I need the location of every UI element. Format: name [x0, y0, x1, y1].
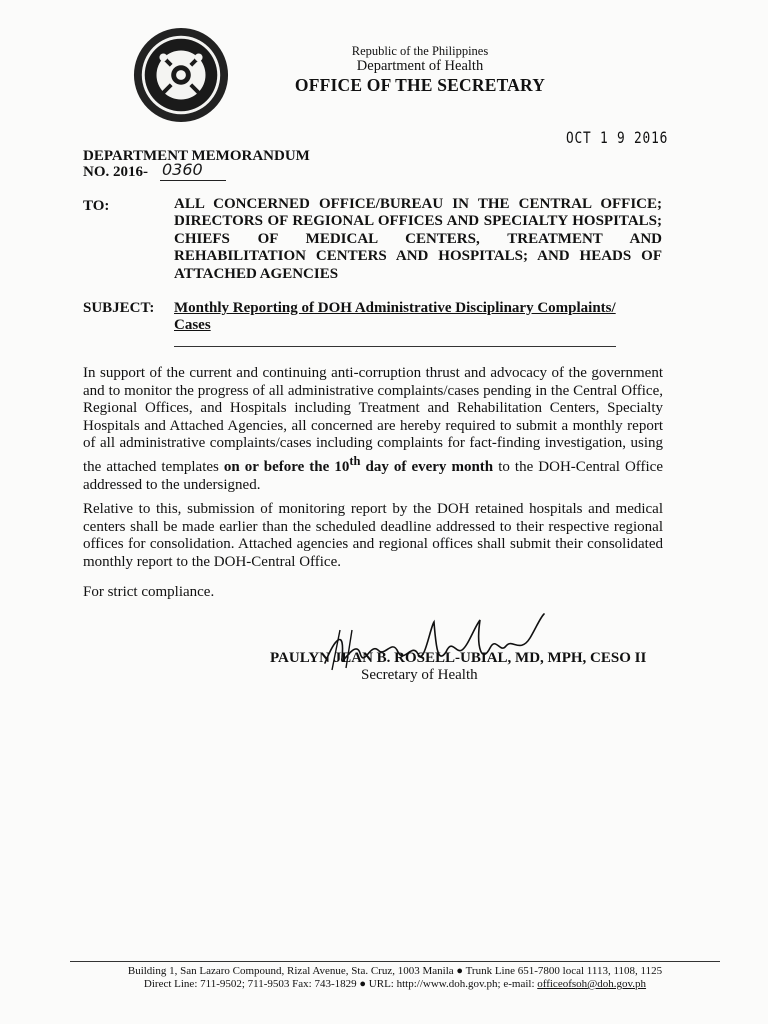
memo-number-handwritten: 0360	[162, 160, 203, 179]
to-recipients: ALL CONCERNED OFFICE/BUREAU IN THE CENTRAL OFFICE; DIRECTORS OF REGIONAL OFFICES AND SPECIALTY HOSPITALS; CHIEFS OF MEDICAL CENTERS, TREATMENT AND REHABILITATION CENTERS AND HOSPITALS; AND HEADS OF ATTACHED AGENCIES	[174, 196, 662, 282]
p1-deadline-sup: th	[349, 453, 361, 468]
letterhead-republic: Republic of the Philippines	[351, 44, 489, 58]
footer-email-link[interactable]: officeofsoh@doh.gov.ph	[537, 978, 647, 990]
body-paragraph-2: Relative to this, submission of monitoring report by the DOH retained hospitals and medical centers shall be made earlier than the scheduled deadline addressed to their respective regional offices for consolidation. Attached agencies and regional offices shall submit their consolidated monthly report to the DOH-Central Office.	[83, 501, 663, 570]
p1-deadline-pre: on or before the 10	[223, 458, 350, 475]
p1-text-c: to the DOH-Central Office addressed to the undersigned.	[83, 458, 664, 493]
memo-number-underline	[160, 180, 226, 181]
doh-seal-icon	[132, 26, 230, 124]
subject-text: Monthly Reporting of DOH Administrative Disciplinary Complaints/ Cases	[174, 300, 616, 333]
memo-number-prefix: NO. 2016-	[83, 164, 148, 180]
letterhead-department: Department of Health	[356, 58, 484, 74]
signatory-title: Secretary of Health	[361, 667, 478, 683]
footer-contact-text: Direct Line: 711-9502; 711-9503 Fax: 743-1829 ● URL: http://www.doh.gov.ph; e-mail:	[143, 978, 538, 990]
memo-title: DEPARTMENT MEMORANDUM	[83, 148, 310, 164]
p1-text-a: In support of the current and continuing anti-corruption thrust and advocacy of the government and to monitor the progress of all administrative complaints/cases pending in the Central Office, Regional Offices, and Hospitals including Treatment and Rehabilitation Centers, Specialty Hospitals and Attached Agencies, all concerned are hereby required to submit a monthly report of all administrative complaints/cases including complaints for fact-finding investigation, using the attached templates	[83, 365, 663, 475]
subject-label: SUBJECT:	[83, 300, 155, 316]
footer-address: Building 1, San Lazaro Compound, Rizal Avenue, Sta. Cruz, 1003 Manila ● Trunk Line 651-7800 local 1113, 1108, 1125	[127, 965, 663, 977]
letterhead-office: OFFICE OF THE SECRETARY	[294, 75, 546, 95]
p1-deadline-post: day of every month	[360, 458, 494, 475]
footer-contact	[70, 978, 720, 990]
to-label: TO:	[83, 198, 110, 214]
date-stamp: OCT 1 9 2016	[566, 128, 669, 147]
signatory-name: PAULYN JEAN B. ROSELL-UBIAL, MD, MPH, CESO II	[270, 650, 647, 666]
p1-deadline	[223, 453, 494, 475]
body-paragraph-1	[83, 365, 663, 494]
subject-divider	[174, 346, 616, 347]
body-paragraph-3: For strict compliance.	[83, 584, 215, 600]
footer-divider	[70, 961, 720, 962]
